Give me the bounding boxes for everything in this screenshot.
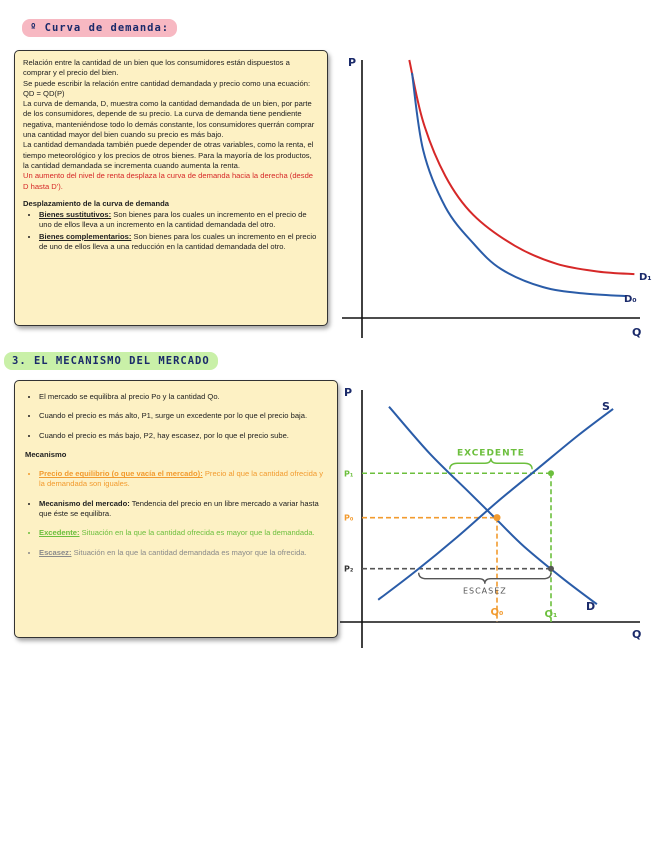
equilibrium-point (494, 514, 501, 521)
market-equilibrium-chart (330, 380, 650, 650)
paragraph: La cantidad demandada también puede depender de otras variables, como la renta, el tiempo meteorológico y los precios de otros bienes. Para la mayoría de los productos, la cantidad demandada se incrementa cuando aumenta la renta. (23, 140, 314, 170)
definition-text: Precio al que la cantidad ofrecida y la demandada son iguales. (39, 469, 324, 489)
equilibrium-list (25, 392, 327, 441)
tick-label-q0: Q₀ (490, 607, 504, 618)
term-complements: Bienes complementarios: (39, 231, 132, 241)
income-shift-note: Un aumento del nivel de renta desplaza la curva de demanda hacia la derecha (desde D hasta D'). (23, 171, 314, 191)
list-item (39, 232, 319, 253)
list-item (39, 499, 327, 520)
tick-label-p2: P₂ (344, 564, 354, 574)
demand-curve-text-box (14, 50, 328, 326)
tick-label-p1: P₁ (344, 469, 354, 479)
definition-text: Tendencia del precio en un libre mercado a variar hasta que éste se equilibra. (39, 498, 319, 519)
shortage-brace (419, 573, 551, 584)
demand-shift-chart (330, 40, 650, 340)
series-label-supply: S (602, 400, 610, 413)
shortage-label: ESCASEZ (462, 586, 507, 596)
list-item: • El mercado se equilibra al precio Po y la cantidad Qo. (39, 392, 327, 402)
y-axis-label: P (348, 56, 357, 69)
x-axis-label: Q (632, 628, 642, 641)
term-shortage: Escasez: (39, 547, 72, 557)
series-line-supply (378, 409, 613, 600)
shortage-point (548, 566, 554, 572)
definition-text: Son bienes para los cuales un incremento en el precio de uno de ellos lleva a una reducción en la cantidad demandada del otro. (39, 231, 317, 252)
surplus-point (548, 470, 554, 476)
list-item: • Cuando el precio es más alto, P1, surge un excedente por lo que el precio baja. (39, 411, 327, 421)
surplus-label: EXCEDENTE (456, 448, 525, 459)
list-item (39, 210, 319, 231)
mechanism-subtitle: Mecanismo (25, 449, 67, 459)
term-equilibrium-price: Precio de equilibrio (o que vacía el mercado): (39, 469, 203, 479)
series-line-d0 (412, 73, 626, 296)
definitions-list (25, 469, 327, 558)
series-label-d1: D₁ (639, 272, 652, 283)
term-substitutes: Bienes sustitutivos: (39, 210, 112, 220)
list-item (39, 469, 327, 490)
section-heading-demand-curve: º Curva de demanda: (22, 19, 177, 37)
definition-text: Situación en la que la cantidad ofrecida es mayor que la demandada. (79, 528, 315, 538)
series-line-d1 (409, 60, 634, 274)
list-item: • Cuando el precio es más bajo, P2, hay escasez, por lo que el precio sube. (39, 431, 327, 441)
paragraph: Se puede escribir la relación entre cantidad demandada y precio como una ecuación: QD = QD(P) (23, 78, 311, 98)
section-heading-market-mechanism: 3. EL MECANISMO DEL MERCADO (4, 352, 218, 370)
goods-list (23, 210, 319, 252)
definition-text: Son bienes para los cuales un incremento en el precio de uno de ellos lleva a un incremento en la cantidad demandada del otro. (39, 210, 307, 230)
tick-label-p0: P₀ (344, 513, 354, 523)
series-label-d0: D₀ (624, 294, 637, 305)
x-axis-label: Q (632, 326, 642, 339)
surplus-brace (450, 458, 532, 469)
definition-text: Situación en la que la cantidad demandada es mayor que la ofrecida. (71, 547, 307, 557)
y-axis-label: P (344, 386, 353, 399)
term-market-mechanism: Mecanismo del mercado: (39, 498, 130, 508)
market-mechanism-text-box (14, 380, 338, 638)
list-item (39, 548, 327, 558)
paragraph: Relación entre la cantidad de un bien que los consumidores están dispuestos a comprar y el precio del bien. (23, 58, 290, 78)
series-label-demand: D (586, 600, 596, 613)
tick-label-q1: Q₁ (544, 609, 558, 620)
shift-subtitle: Desplazamiento de la curva de demanda (23, 198, 170, 208)
list-item (39, 528, 327, 538)
paragraph: La curva de demanda, D, muestra como la cantidad demandada de un bien, por parte de los consumidores, depende de su precio. La curva de demanda tiene pendiente negativa, manteniéndose todo lo demás constante, los consumidores querrán comprar una cantidad mayor del bien cuando su precio es más bajo. (23, 99, 315, 140)
term-surplus: Excedente: (39, 528, 80, 538)
